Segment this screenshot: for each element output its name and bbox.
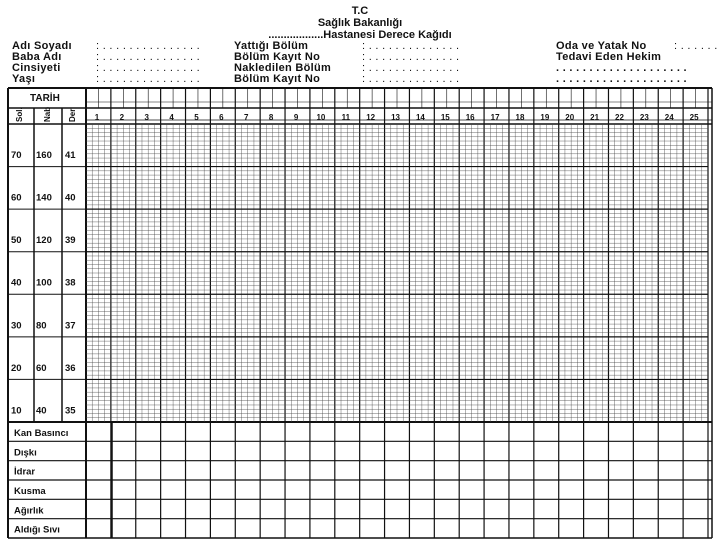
bottom-row-label: Ağırlık xyxy=(14,505,44,517)
field-label-col1-2: Cinsiyeti xyxy=(12,62,61,74)
bottom-row-label: Dışkı xyxy=(14,447,37,459)
field-label-col2-1: Bölüm Kayıt No xyxy=(234,51,321,63)
field-value-col2-2[interactable]: : . . . . . . . . . . . . . . xyxy=(362,62,460,74)
day-number: 15 xyxy=(440,113,450,122)
day-number: 17 xyxy=(490,113,500,122)
day-number: 13 xyxy=(391,113,401,122)
field-value-col1-2[interactable]: : . . . . . . . . . . . . . . . xyxy=(96,62,201,74)
header-tc: T.C xyxy=(351,5,369,17)
day-number: 23 xyxy=(639,113,649,122)
scale-sol: 40 xyxy=(11,277,22,289)
day-number: 5 xyxy=(194,113,199,122)
day-number: 16 xyxy=(465,113,475,122)
field-value-col1-1[interactable]: : . . . . . . . . . . . . . . . xyxy=(96,51,201,63)
field-label-col3-2: . . . . . . . . . . . . . . . . . . . . xyxy=(556,62,687,74)
scale-nab: 120 xyxy=(36,235,52,247)
day-number: 9 xyxy=(293,113,299,122)
field-value-col3-0[interactable]: : . . . . . . xyxy=(674,40,718,52)
scale-sol: 30 xyxy=(11,320,22,332)
scale-sol: 20 xyxy=(11,362,22,374)
day-number: 22 xyxy=(615,113,624,122)
day-number: 19 xyxy=(540,113,550,122)
scale-sol: 50 xyxy=(11,235,22,247)
field-value-col1-0[interactable]: : . . . . . . . . . . . . . . . xyxy=(96,40,201,52)
field-label-col3-3: . . . . . . . . . . . . . . . . . . . . xyxy=(556,73,687,85)
field-label-col1-1: Baba Adı xyxy=(12,51,62,63)
day-number: 20 xyxy=(565,113,575,122)
scale-sol: 70 xyxy=(11,150,22,161)
scale-der: 37 xyxy=(65,320,76,332)
scale-nab: 100 xyxy=(36,277,52,289)
axis-header-0: Sol. xyxy=(15,107,24,122)
field-label-col2-2: Nakledilen Bölüm xyxy=(234,62,332,74)
field-value-col2-0[interactable]: : . . . . . . . . . . . . . . xyxy=(362,40,460,52)
date-label: TARİH xyxy=(30,93,60,104)
header-ministry: Sağlık Bakanlığı xyxy=(317,17,403,29)
axis-header-1: Nab xyxy=(43,106,52,122)
day-number: 25 xyxy=(689,113,699,122)
bottom-row-label: Kan Basıncı xyxy=(14,428,69,439)
field-value-col2-1[interactable]: : . . . . . . . . . . . . . . xyxy=(362,51,460,63)
bottom-row-label: Aldığı Sıvı xyxy=(14,524,60,536)
field-label-col1-3: Yaşı xyxy=(12,73,36,85)
scale-nab: 140 xyxy=(36,192,52,204)
day-number: 24 xyxy=(664,113,674,122)
day-number: 4 xyxy=(169,113,174,122)
day-number: 3 xyxy=(144,113,149,122)
bottom-row-label: İdrar xyxy=(14,466,36,478)
field-label-col2-3: Bölüm Kayıt No xyxy=(234,73,321,85)
scale-der: 36 xyxy=(65,362,76,374)
day-number: 18 xyxy=(515,113,525,122)
day-number: 2 xyxy=(119,113,125,122)
scale-sol: 60 xyxy=(11,192,22,204)
day-number: 14 xyxy=(415,113,425,122)
scale-der: 35 xyxy=(65,405,76,417)
field-label-col3-0: Oda ve Yatak No xyxy=(556,40,647,52)
day-number: 10 xyxy=(316,113,326,122)
day-number: 21 xyxy=(590,113,600,122)
day-number: 7 xyxy=(244,113,249,122)
scale-der: 40 xyxy=(65,192,76,204)
day-number: 8 xyxy=(268,113,274,122)
scale-nab: 40 xyxy=(36,405,47,417)
day-number: 6 xyxy=(219,113,224,122)
scale-nab: 80 xyxy=(36,320,47,332)
scale-sol: 10 xyxy=(11,405,22,417)
field-label-col3-1: Tedavi Eden Hekim xyxy=(556,51,662,63)
scale-der: 38 xyxy=(65,277,76,289)
axis-header-2: Der xyxy=(68,108,77,122)
day-number: 12 xyxy=(366,113,376,122)
field-label-col1-0: Adı Soyadı xyxy=(12,40,72,52)
day-number: 1 xyxy=(94,113,100,122)
header-form-title: ..................Hastanesi Derece Kağıdı xyxy=(268,29,452,41)
scale-nab: 60 xyxy=(36,362,47,374)
scale-nab: 160 xyxy=(36,150,52,161)
scale-der: 41 xyxy=(65,150,76,161)
field-value-col2-3[interactable]: : . . . . . . . . . . . . . . xyxy=(362,73,460,85)
scale-der: 39 xyxy=(65,235,76,247)
field-value-col1-3[interactable]: : . . . . . . . . . . . . . . . xyxy=(96,73,201,85)
field-label-col2-0: Yattığı Bölüm xyxy=(234,40,309,52)
day-number: 11 xyxy=(341,113,351,122)
bottom-row-label: Kusma xyxy=(14,486,46,497)
